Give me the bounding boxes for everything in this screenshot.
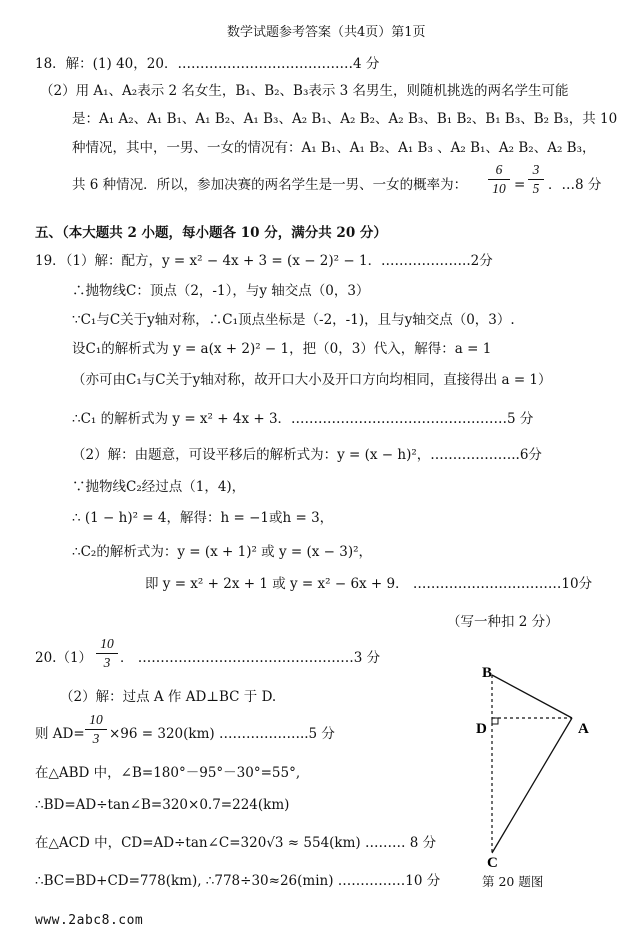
page-header: 数学试题参考答案（共4页）第1页	[227, 25, 426, 40]
fraction-denominator: 3	[103, 655, 111, 670]
q18-fraction-3-5	[528, 162, 544, 197]
q20-line-2: （2）解：过点 A 作 AD⊥BC 于 D.	[60, 689, 277, 705]
q20-part-1-label: 20.（1）	[35, 650, 93, 666]
q18-answer-line-2: （2）用 A₁、A₂表示 2 名女生，B₁、B₂、B₃表示 3 名男生，则随机挑选的两名学生可能	[40, 83, 569, 99]
fraction-numerator: 10	[89, 712, 103, 727]
vertex-label-c: C	[487, 855, 498, 871]
q19-line-1: 19．（1）解：配方，y = x² − 4x + 3 = (x − 2)² − 1．………………..2分	[35, 253, 493, 269]
q18-answer-line-1: 18．解：(1) 40，20．…………………………………4 分	[35, 56, 380, 72]
q19-line-3: ∵C₁与C关于y轴对称，∴C₁顶点坐标是（-2，-1)，且与y轴交点（0，3）.	[72, 312, 515, 328]
vertex-label-d: D	[476, 721, 487, 737]
q20-fraction-10-3	[96, 636, 118, 671]
q20-fraction-10-3-b	[85, 712, 107, 747]
q20-line-7: ∴BC=BD+CD=778(km), ∴778÷30≈26(min) ……………10 分	[35, 873, 441, 889]
right-angle-mark	[492, 718, 498, 724]
q20-triangle-figure	[470, 655, 605, 885]
q20-line-5: ∴BD=AD÷tan∠B=320×0.7=224(km)	[35, 797, 290, 813]
q18-answer-line-3: 是：A₁ A₂、A₁ B₁、A₁ B₂、A₁ B₃、A₂ B₁、A₂ B₂、A₂ B₃、B₁ B₂、B₁ B₃、B₂ B₃，共 10	[72, 111, 618, 127]
fraction-denominator: 5	[532, 181, 540, 196]
q19-line-11: 即 y = x² + 2x + 1 或 y = x² − 6x + 9． ……………………………10分	[145, 576, 593, 592]
q19-deduction-note: （写一种扣 2 分）	[447, 614, 559, 630]
fraction-denominator: 3	[92, 731, 100, 746]
watermark-url: www.2abc8.com	[35, 913, 144, 928]
q19-line-7: （2）解：由题意，可设平移后的解析式为：y = (x − h)²，………………..6分	[72, 447, 542, 463]
segment-ba	[492, 675, 572, 718]
q20-part-1-score: ． …………………………………………3 分	[120, 650, 381, 666]
q20-line-3: ×96 = 320(km) ………………..5 分	[109, 726, 335, 742]
fraction-numerator: 6	[495, 162, 503, 177]
fraction-numerator: 10	[100, 636, 114, 651]
q18-answer-line-4: 种情况，其中，一男、一女的情况有：A₁ B₁、A₁ B₂、A₁ B₃ 、A₂ B₁、A₂ B₂、A₂ B₃，	[72, 140, 596, 156]
segment-ac	[492, 718, 572, 853]
vertex-label-b: B	[482, 665, 493, 681]
q19-line-5: （亦可由C₁与C关于y轴对称，故开口大小及开口方向均相同，直接得出 a = 1）	[72, 372, 552, 388]
q18-equals: =	[514, 177, 526, 193]
q19-line-6: ∴C₁ 的解析式为 y = x² + 4x + 3．…………………………………………5 分	[72, 411, 534, 427]
q18-score-8: ．…8 分	[548, 177, 602, 193]
q19-line-9: ∴ (1 − h)² = 4，解得：h = −1或h = 3，	[72, 510, 334, 526]
q20-line-3-label: 则 AD=	[35, 726, 85, 742]
vertex-label-a: A	[578, 721, 589, 737]
section-five-heading: 五、（本大题共 2 小题，每小题各 10 分，满分共 20 分）	[35, 225, 387, 241]
q19-line-4: 设C₁的解析式为 y = a(x + 2)² − 1，把（0，3）代入，解得：a = 1	[72, 341, 492, 357]
fraction-denominator: 10	[492, 181, 506, 196]
figure-caption: 第 20 题图	[482, 874, 544, 889]
fraction-numerator: 3	[532, 162, 540, 177]
q19-line-8: ∵抛物线C₂经过点（1，4)，	[72, 479, 246, 495]
q20-line-6: 在△ACD 中，CD=AD÷tan∠C=320√3 ≈ 554(km) ……… 8 分	[35, 835, 437, 851]
q18-answer-line-5: 共 6 种情况．所以，参加决赛的两名学生是一男、一女的概率为：	[72, 177, 468, 193]
q19-line-10: ∴C₂的解析式为：y = (x + 1)² 或 y = (x − 3)²，	[72, 544, 373, 560]
q20-line-4: 在△ABD 中，∠B=180°－95°－30°=55°,	[35, 765, 301, 781]
q18-fraction-6-10	[488, 162, 510, 197]
q19-line-2: ∴抛物线C：顶点（2，-1），与y 轴交点（0，3）	[72, 283, 370, 299]
